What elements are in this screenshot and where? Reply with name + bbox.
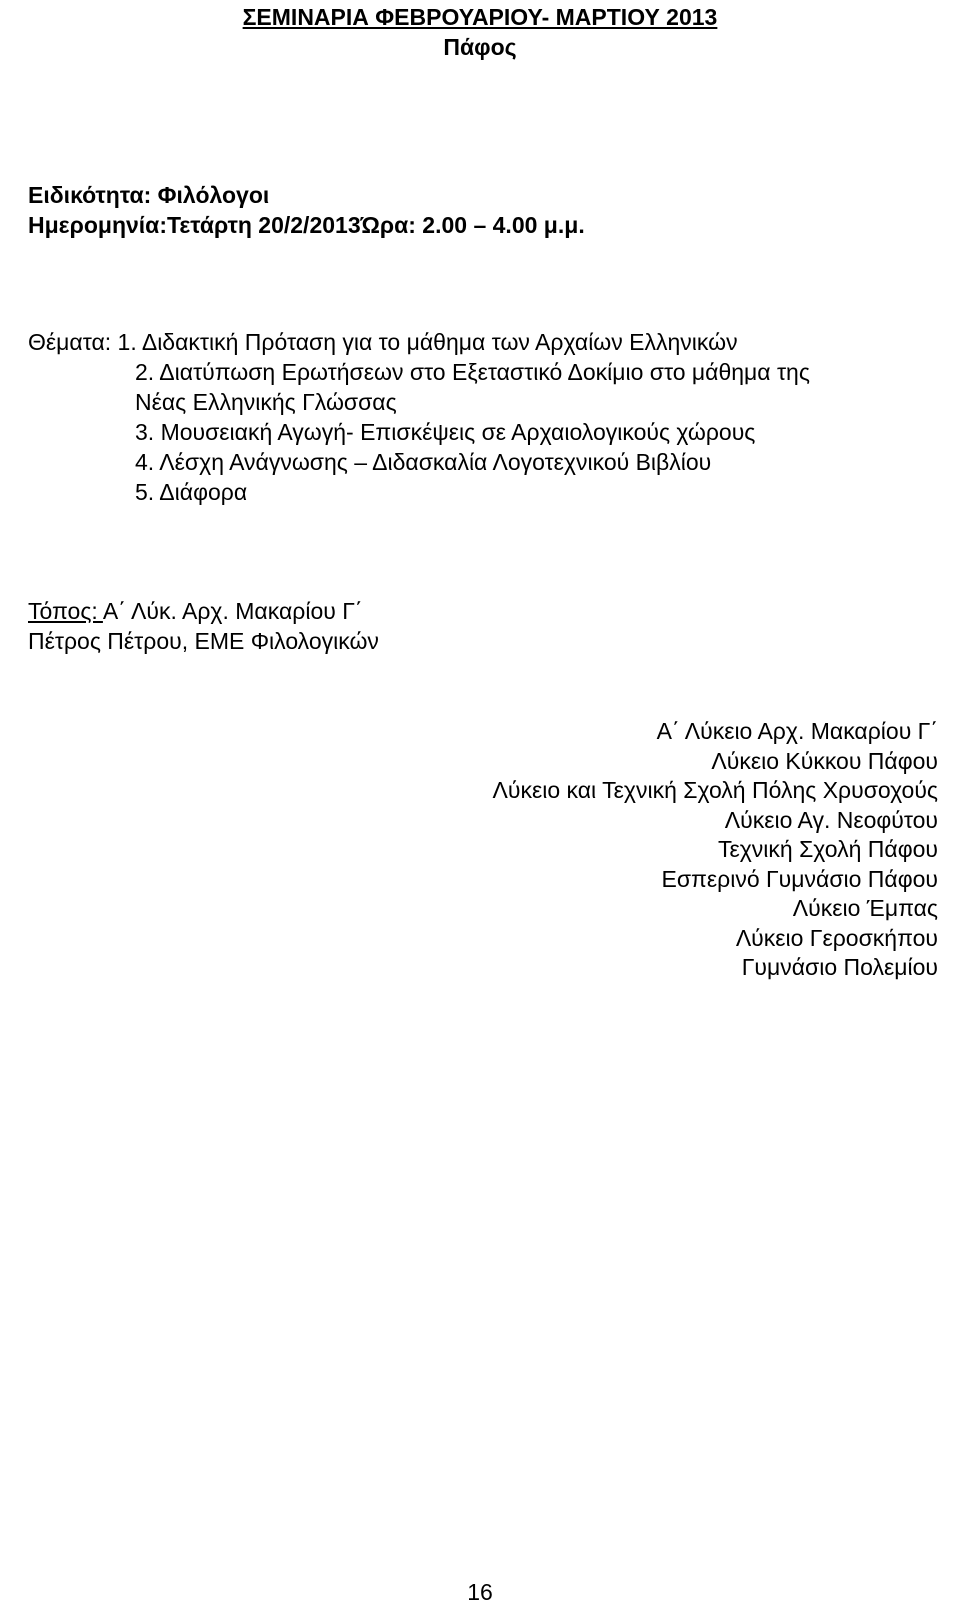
page-number: 16	[467, 1579, 493, 1605]
seminar-meta	[28, 180, 585, 240]
school-item: Λύκειο Γεροσκήπου	[735, 924, 938, 951]
topic-item: 5. Διάφορα	[135, 479, 248, 505]
school-item: Λύκειο Αγ. Νεοφύτου	[724, 806, 938, 833]
school-item: Λύκειο και Τεχνική Σχολή Πόλης Χρυσοχούς	[492, 777, 938, 803]
topic-item: 3. Μουσειακή Αγωγή- Επισκέψεις σε Αρχαιολογικούς χώρους	[135, 419, 756, 445]
topics-list	[28, 327, 858, 507]
school-item: Α΄ Λύκειο Αρχ. Μακαρίου Γ΄	[656, 718, 938, 744]
place-value: Α΄ Λύκ. Αρχ. Μακαρίου Γ΄	[102, 598, 363, 624]
school-item: Τεχνική Σχολή Πάφου	[717, 836, 938, 862]
place-info	[28, 596, 379, 656]
schools-list	[493, 717, 938, 983]
school-item: Εσπερινό Γυμνάσιο Πάφου	[661, 865, 938, 892]
place-line	[28, 596, 379, 626]
school-item: Γυμνάσιο Πολεμίου	[741, 954, 938, 980]
topic-item: 2. Διατύπωση Ερωτήσεων στο Εξεταστικό Δοκίμιο στο μάθημα της Νέας Ελληνικής Γλώσσας	[135, 359, 810, 415]
place-label: Τόπος:	[28, 598, 103, 624]
date-time-line: Ημερομηνία:Τετάρτη 20/2/2013Ώρα: 2.00 – 4.00 μ.μ.	[28, 212, 585, 238]
topic-item: 4. Λέσχη Ανάγνωσης – Διδασκαλία Λογοτεχνικού Βιβλίου	[135, 449, 712, 475]
title-line-seminars: ΣΕΜΙΝΑΡΙΑ ΦΕΒΡΟΥΑΡΙΟΥ- ΜΑΡΤΙΟΥ 2013	[242, 4, 718, 30]
coordinator-line: Πέτρος Πέτρου, ΕΜΕ Φιλολογικών	[28, 628, 379, 654]
specialty-line: Ειδικότητα: Φιλόλογοι	[28, 182, 270, 208]
school-item: Λύκειο Έμπας	[792, 895, 938, 921]
document-title	[0, 2, 960, 62]
school-item: Λύκειο Κύκκου Πάφου	[711, 747, 938, 774]
topic-item: 1. Διδακτική Πρόταση για το μάθημα των Αρχαίων Ελληνικών	[117, 329, 738, 355]
topics-label: Θέματα:	[28, 329, 118, 355]
topics-first-line	[28, 327, 858, 357]
title-line-location: Πάφος	[443, 34, 517, 60]
